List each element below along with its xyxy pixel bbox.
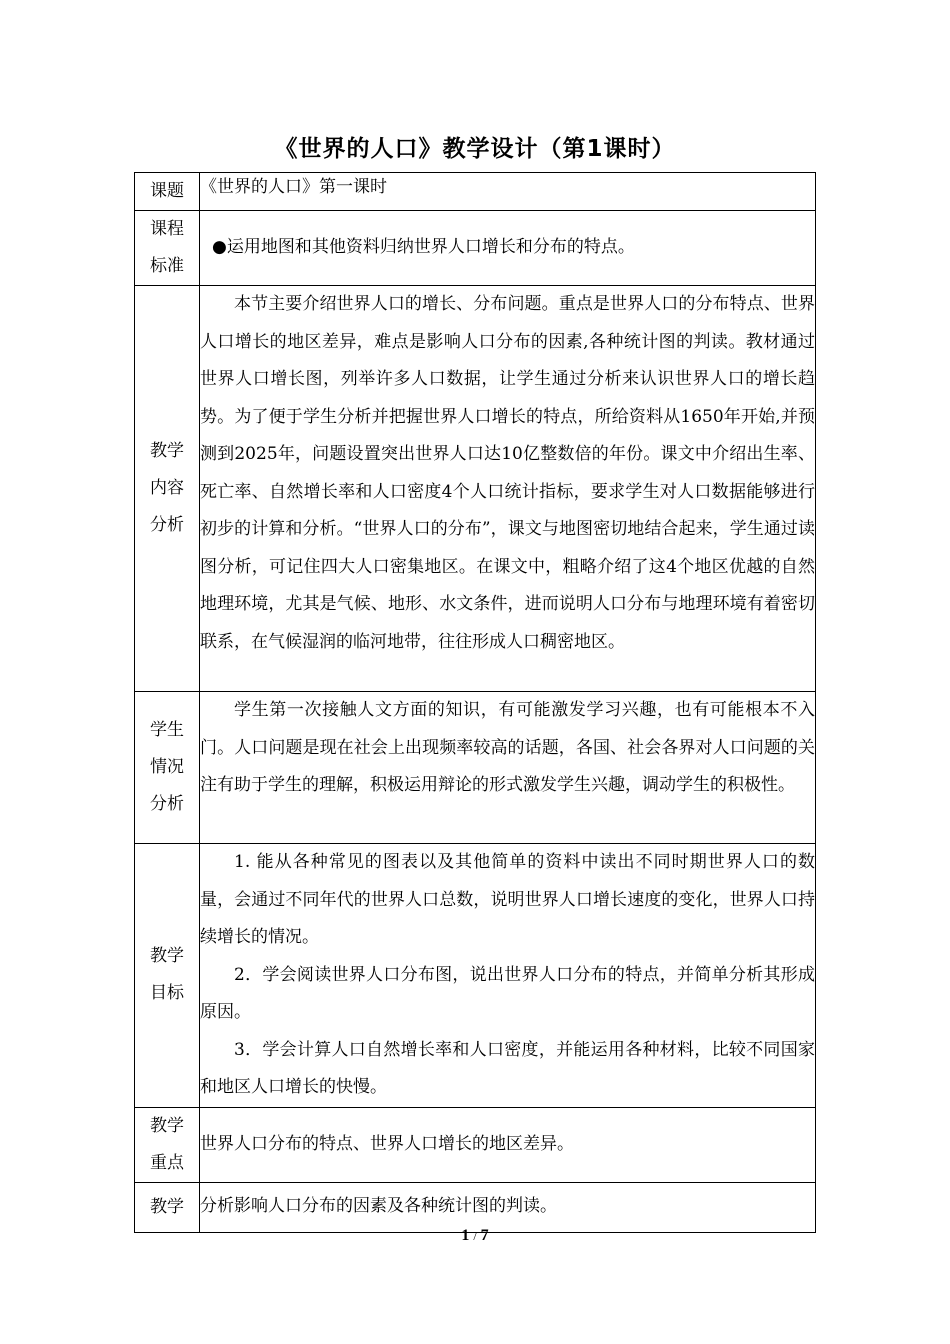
row-label-difficulty: 教学 xyxy=(135,1182,200,1232)
table-row xyxy=(135,286,816,692)
row-content-key-points: 世界人口分布的特点、世界人口增长的地区差异。 xyxy=(200,1107,816,1182)
row-label-key-points: 教学 重点 xyxy=(135,1107,200,1182)
objective-item: 1. 能从各种常见的图表以及其他简单的资料中读出不同时期世界人口的数量，会通过不同年代的世界人口总数，说明世界人口增长速度的变化，世界人口持续增长的情况。 xyxy=(200,852,815,947)
row-content-content-analysis: 本节主要介绍世界人口的增长、分布问题。重点是世界人口的分布特点、世界人口增长的地区差异，难点是影响人口分布的因素,各种统计图的判读。教材通过世界人口增长图，列举许多人口数据，让学生通过分析来认识世界人口的增长趋势。为了便于学生分析并把握世界人口增长的特点，所给资料从1650年开始,并预测到2025年，问题设置突出世界人口达10亿整数倍的年份。课文中介绍出生率、死亡率、自然增长率和人口密度4个人口统计指标，要求学生对人口数据能够进行初步的计算和分析。“世界人口的分布”，课文与地图密切地结合起来，学生通过读图分析，可记住四大人口密集地区。在课文中，粗略介绍了这4个地区优越的自然地理环境，尤其是气候、地形、水文条件，进而说明人口分布与地理环境有着密切联系，在气候湿润的临河地带，往往形成人口稠密地区。 xyxy=(200,286,816,692)
table-row xyxy=(135,211,816,286)
table-row xyxy=(135,173,816,211)
lesson-plan-table xyxy=(134,172,816,1233)
row-content-objectives xyxy=(200,844,816,1108)
row-label-student-analysis: 学生 情况 分析 xyxy=(135,692,200,844)
row-content-standard: ●运用地图和其他资料归纳世界人口增长和分布的特点。 xyxy=(200,211,816,286)
objective-item: 2．学会阅读世界人口分布图，说出世界人口分布的特点，并简单分析其形成原因。 xyxy=(200,964,815,1022)
row-label-content-analysis: 教学 内容 分析 xyxy=(135,286,200,692)
objective-item: 3．学会计算人口自然增长率和人口密度，并能运用各种材料，比较不同国家和地区人口增长的快慢。 xyxy=(200,1039,815,1097)
row-label-topic: 课题 xyxy=(135,173,200,211)
row-label-standard: 课程 标准 xyxy=(135,211,200,286)
page-number: 1 / 7 xyxy=(461,1227,489,1244)
table-row xyxy=(135,844,816,1108)
row-content-student-analysis: 学生第一次接触人文方面的知识，有可能激发学习兴趣，也有可能根本不入门。人口问题是现在社会上出现频率较高的话题，各国、社会各界对人口问题的关注有助于学生的理解，积极运用辩论的形式激发学生兴趣，调动学生的积极性。 xyxy=(200,692,816,844)
row-content-topic: 《世界的人口》第一课时 xyxy=(200,173,816,211)
table-row xyxy=(135,692,816,844)
document-title: 《世界的人口》教学设计（第1课时） xyxy=(274,136,676,162)
table-row xyxy=(135,1107,816,1182)
table-row xyxy=(135,1182,816,1232)
row-content-difficulty: 分析影响人口分布的因素及各种统计图的判读。 xyxy=(200,1182,816,1232)
row-label-objectives: 教学 目标 xyxy=(135,844,200,1108)
